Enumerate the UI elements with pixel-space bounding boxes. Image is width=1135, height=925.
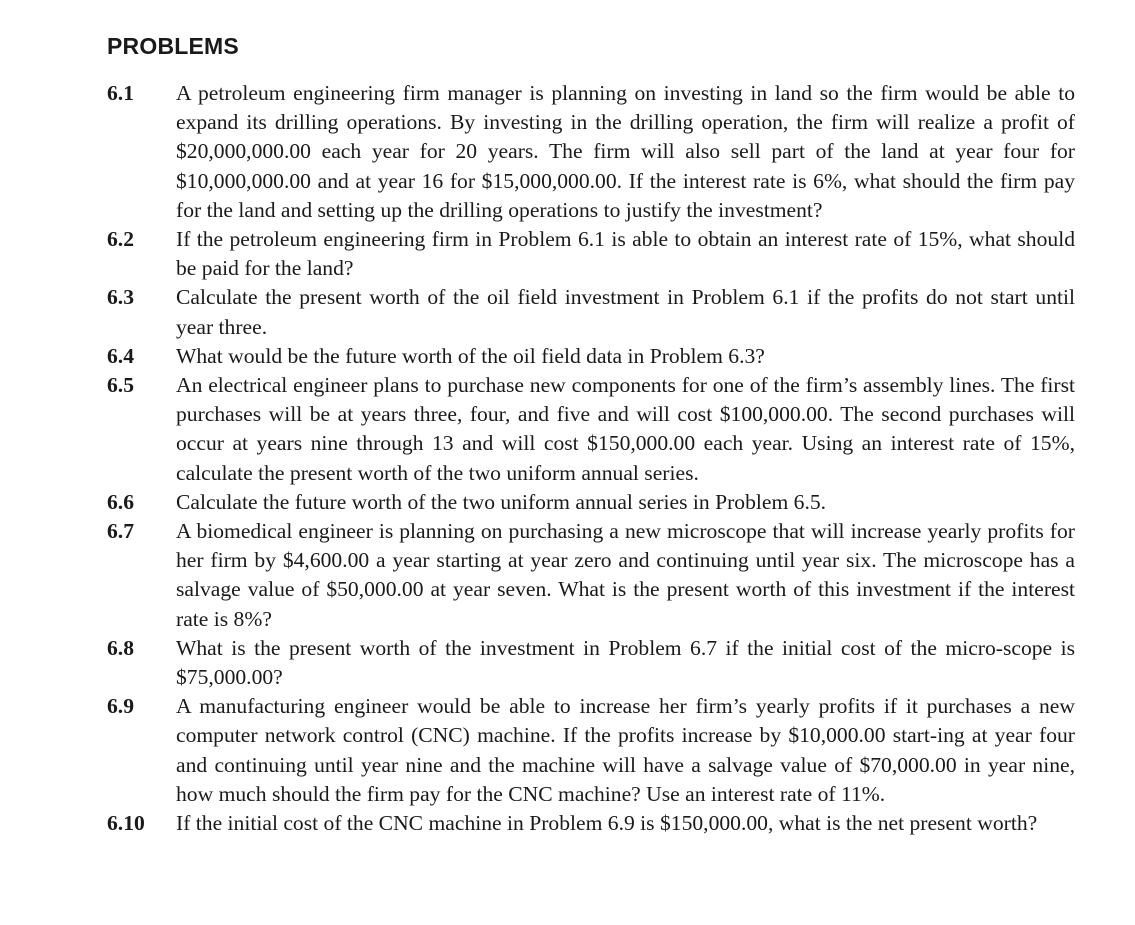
problem-text: Calculate the present worth of the oil field investment in Problem 6.1 if the profits do not start until year three. [176, 285, 1075, 339]
problem-number: 6.1 [107, 81, 134, 105]
problem-text: What is the present worth of the investment in Problem 6.7 if the initial cost of the micro-scope is $75,000.00? [176, 635, 1075, 690]
problem-number: 6.6 [107, 489, 134, 514]
problem-number: 6.7 [107, 519, 134, 544]
problem-number: 6.4 [107, 343, 134, 368]
problem-text: A petroleum engineering firm manager is planning on investing in land so the firm would be able to expand its drilling operations. By investing in the drilling operation, the firm will realize a profit of $20,000,000.00 each year for 20 years. The firm will also sell part of the land at year four for $10,000,000.00 and at year 16 for $15,000,000.00. If the interest rate is 6%, what should the firm pay for the land and setting up the drilling operations to justify the investment? [176, 81, 1075, 222]
problem-number: 6.5 [107, 373, 134, 398]
problem-item [107, 517, 1075, 634]
problem-number: 6.10 [107, 811, 145, 836]
problem-text: If the petroleum engineering firm in Problem 6.1 is able to obtain an interest rate of 15%, what should be paid for the land? [176, 227, 1075, 281]
problem-text: If the initial cost of the CNC machine in Problem 6.9 is $150,000.00, what is the net present worth? [176, 811, 1038, 836]
problem-number: 6.3 [107, 285, 134, 310]
problem-list [107, 79, 1075, 838]
problem-item [107, 488, 1075, 517]
section-heading: PROBLEMS [107, 33, 239, 59]
problem-text: Calculate the future worth of the two uniform annual series in Problem 6.5. [176, 489, 827, 514]
problem-number: 6.9 [107, 694, 134, 719]
problem-item [107, 809, 1075, 838]
problem-item [107, 692, 1075, 809]
problem-item [107, 342, 1075, 371]
problem-number: 6.2 [107, 227, 134, 252]
problem-number: 6.8 [107, 635, 134, 660]
problem-text: A biomedical engineer is planning on purchasing a new microscope that will increase yearly profits for her firm by $4,600.00 a year starting at year zero and continuing until year six. The microscope has a salvage value of $50,000.00 at year seven. What is the present worth of this investment if the interest rate is 8%? [176, 519, 1075, 631]
problem-text: An electrical engineer plans to purchase new components for one of the firm’s assembly lines. The first purchases will be at years three, four, and five and will cost $100,000.00. The second purchases will occur at years nine through 13 and will cost $150,000.00 each year. Using an interest rate of 15%, calculate the present worth of the two uniform annual series. [176, 373, 1075, 485]
problem-item [107, 371, 1075, 488]
problem-item [107, 634, 1075, 692]
problem-item [107, 225, 1075, 283]
problem-text: What would be the future worth of the oil field data in Problem 6.3? [176, 343, 765, 368]
problem-item [107, 283, 1075, 341]
problem-item [107, 79, 1075, 225]
problem-text: A manufacturing engineer would be able to increase her firm’s yearly profits if it purchases a new computer network control (CNC) machine. If the profits increase by $10,000.00 start-ing at year four and continuing until year nine and the machine will have a salvage value of $70,000.00 in year nine, how much should the firm pay for the CNC machine? Use an interest rate of 11%. [176, 694, 1075, 806]
